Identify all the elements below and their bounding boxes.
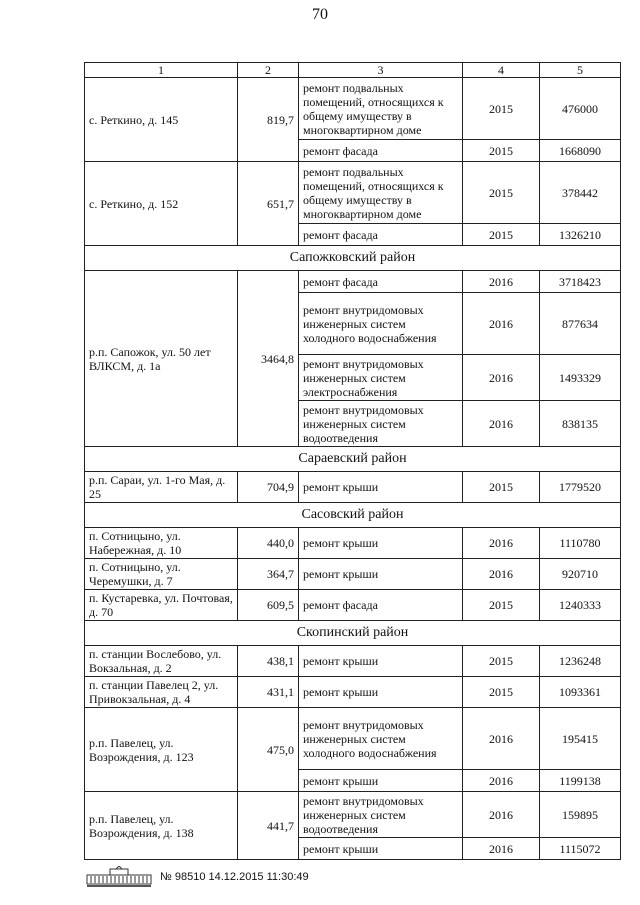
address-cell: р.п. Павелец, ул. Возрождения, д. 138 (85, 792, 238, 860)
year-cell: 2016 (463, 559, 540, 590)
cost-cell: 1110780 (540, 528, 621, 559)
area-cell: 475,0 (238, 708, 299, 792)
year-cell: 2015 (463, 140, 540, 162)
year-cell: 2015 (463, 224, 540, 246)
area-cell: 3464,8 (238, 271, 299, 447)
address-cell: с. Реткино, д. 145 (85, 78, 238, 162)
document-stamp-id: № 98510 14.12.2015 11:30:49 (160, 871, 309, 883)
cost-cell: 1493329 (540, 355, 621, 401)
district-name: Скопинский район (85, 621, 621, 646)
cost-cell: 1668090 (540, 140, 621, 162)
district-heading-row (85, 621, 621, 646)
cost-cell: 1199138 (540, 770, 621, 792)
year-cell: 2016 (463, 293, 540, 355)
area-cell: 364,7 (238, 559, 299, 590)
column-number-4: 4 (463, 63, 540, 78)
area-cell: 609,5 (238, 590, 299, 621)
cost-cell: 877634 (540, 293, 621, 355)
area-cell: 440,0 (238, 528, 299, 559)
table-row (85, 271, 621, 293)
column-number-1: 1 (85, 63, 238, 78)
district-heading-row (85, 447, 621, 472)
area-cell: 819,7 (238, 78, 299, 162)
footer (86, 866, 486, 888)
address-cell: с. Реткино, д. 152 (85, 162, 238, 246)
table-row (85, 708, 621, 770)
work-type-cell: ремонт внутридомовых инженерных систем электроснабжения (299, 355, 463, 401)
work-type-cell: ремонт подвальных помещений, относящихся к общему имуществу в многоквартирном доме (299, 78, 463, 140)
district-heading-row (85, 246, 621, 271)
cost-cell: 1240333 (540, 590, 621, 621)
column-number-2: 2 (238, 63, 299, 78)
cost-cell: 159895 (540, 792, 621, 838)
year-cell: 2016 (463, 792, 540, 838)
address-cell: п. станции Павелец 2, ул. Привокзальная, д. 4 (85, 677, 238, 708)
cost-cell: 920710 (540, 559, 621, 590)
year-cell: 2016 (463, 708, 540, 770)
area-cell: 704,9 (238, 472, 299, 503)
year-cell: 2015 (463, 646, 540, 677)
address-cell: п. Сотницыно, ул. Черемушки, д. 7 (85, 559, 238, 590)
year-cell: 2015 (463, 590, 540, 621)
year-cell: 2016 (463, 355, 540, 401)
table-row (85, 646, 621, 677)
year-cell: 2016 (463, 401, 540, 447)
area-cell: 441,7 (238, 792, 299, 860)
year-cell: 2015 (463, 472, 540, 503)
work-type-cell: ремонт крыши (299, 646, 463, 677)
address-cell: п. Сотницыно, ул. Набережная, д. 10 (85, 528, 238, 559)
table-row (85, 559, 621, 590)
work-type-cell: ремонт фасада (299, 224, 463, 246)
work-type-cell: ремонт внутридомовых инженерных систем холодного водоснабжения (299, 708, 463, 770)
district-name: Сасовский район (85, 503, 621, 528)
year-cell: 2016 (463, 838, 540, 860)
address-cell: п. станции Вослебово, ул. Вокзальная, д. 2 (85, 646, 238, 677)
address-cell: п. Кустаревка, ул. Почтовая, д. 70 (85, 590, 238, 621)
year-cell: 2015 (463, 78, 540, 140)
district-name: Сараевский район (85, 447, 621, 472)
column-number-3: 3 (299, 63, 463, 78)
cost-cell: 1236248 (540, 646, 621, 677)
work-type-cell: ремонт крыши (299, 472, 463, 503)
page-number: 70 (312, 6, 328, 23)
table-row (85, 162, 621, 224)
table-body (85, 78, 621, 860)
table-row (85, 677, 621, 708)
table-row (85, 528, 621, 559)
repair-schedule-table (84, 62, 621, 860)
area-cell: 651,7 (238, 162, 299, 246)
work-type-cell: ремонт фасада (299, 271, 463, 293)
year-cell: 2015 (463, 677, 540, 708)
district-name: Сапожковский район (85, 246, 621, 271)
district-heading-row (85, 503, 621, 528)
cost-cell: 838135 (540, 401, 621, 447)
work-type-cell: ремонт крыши (299, 838, 463, 860)
year-cell: 2016 (463, 528, 540, 559)
column-number-5: 5 (540, 63, 621, 78)
cost-cell: 378442 (540, 162, 621, 224)
work-type-cell: ремонт фасада (299, 590, 463, 621)
table-row (85, 792, 621, 838)
work-type-cell: ремонт подвальных помещений, относящихся к общему имуществу в многоквартирном доме (299, 162, 463, 224)
cost-cell: 195415 (540, 708, 621, 770)
work-type-cell: ремонт крыши (299, 528, 463, 559)
year-cell: 2016 (463, 770, 540, 792)
work-type-cell: ремонт внутридомовых инженерных систем водоотведения (299, 792, 463, 838)
work-type-cell: ремонт внутридомовых инженерных систем водоотведения (299, 401, 463, 447)
address-cell: р.п. Павелец, ул. Возрождения, д. 123 (85, 708, 238, 792)
work-type-cell: ремонт внутридомовых инженерных систем холодного водоснабжения (299, 293, 463, 355)
work-type-cell: ремонт крыши (299, 770, 463, 792)
table-row (85, 472, 621, 503)
address-cell: р.п. Сараи, ул. 1-го Мая, д. 25 (85, 472, 238, 503)
building-emblem-icon (86, 866, 152, 888)
area-cell: 438,1 (238, 646, 299, 677)
work-type-cell: ремонт крыши (299, 677, 463, 708)
cost-cell: 1115072 (540, 838, 621, 860)
cost-cell: 1326210 (540, 224, 621, 246)
address-cell: р.п. Сапожок, ул. 50 лет ВЛКСМ, д. 1а (85, 271, 238, 447)
year-cell: 2015 (463, 162, 540, 224)
cost-cell: 476000 (540, 78, 621, 140)
cost-cell: 1779520 (540, 472, 621, 503)
cost-cell: 3718423 (540, 271, 621, 293)
table-header-row (85, 63, 621, 78)
work-type-cell: ремонт крыши (299, 559, 463, 590)
table-row (85, 78, 621, 140)
year-cell: 2016 (463, 271, 540, 293)
cost-cell: 1093361 (540, 677, 621, 708)
table-row (85, 590, 621, 621)
area-cell: 431,1 (238, 677, 299, 708)
work-type-cell: ремонт фасада (299, 140, 463, 162)
